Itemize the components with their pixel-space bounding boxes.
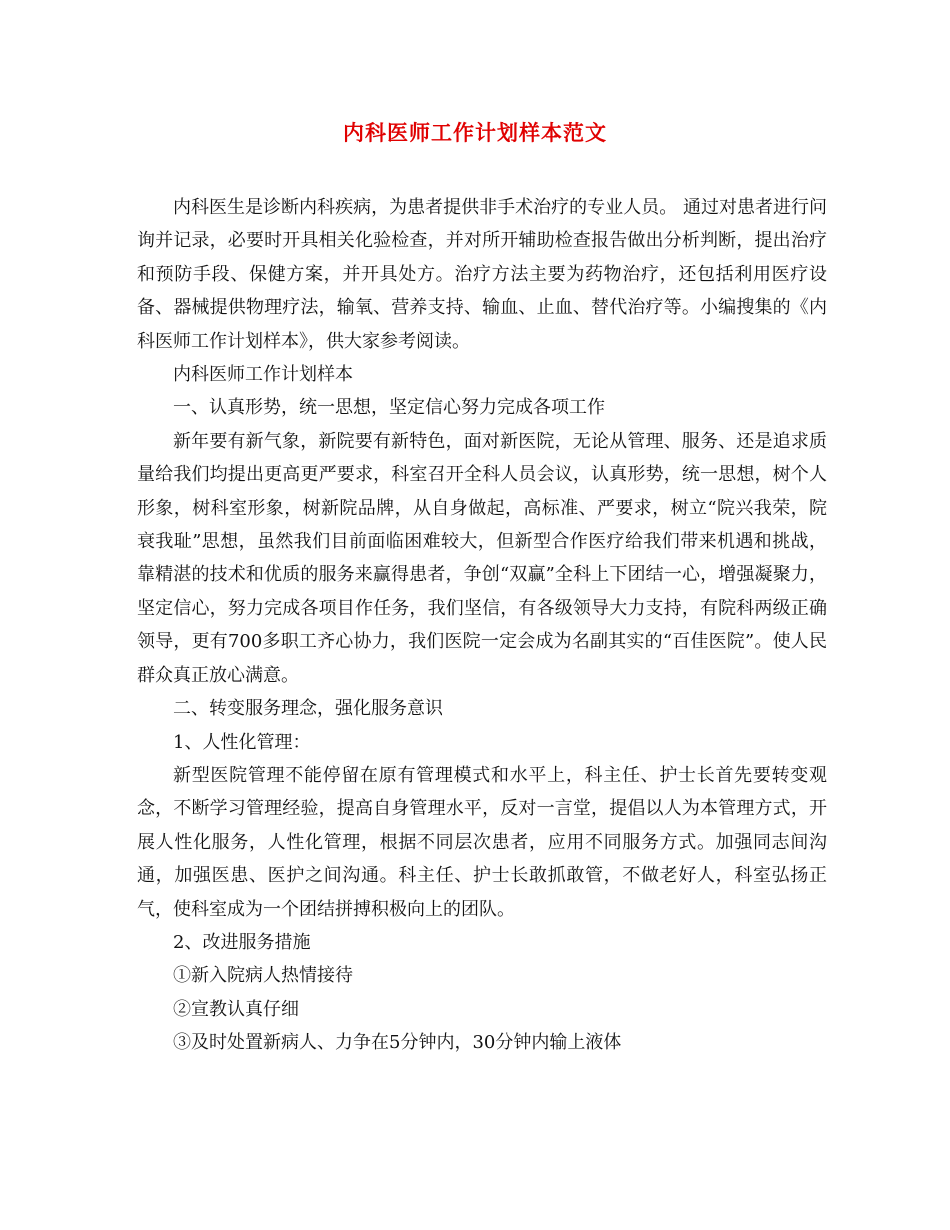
subsection-heading-2: 2、改进服务措施 (173, 931, 311, 953)
section-heading-1: 一、认真形势，统一思想，坚定信心努力完成各项工作 (173, 397, 605, 419)
document-body (137, 191, 827, 1060)
list-item-1: ①新入院病人热情接待 (173, 965, 353, 987)
document-title: 内科医师工作计划样本范文 (343, 120, 607, 145)
paragraph-section-1: 新年要有新气象，新院要有新特色，面对新医院，无论从管理、服务、还是追求质量给我们均提出更高更严要求，科室召开全科人员会议，认真形势，统一思想，树个人形象，树科室形象，树新院品牌，从自身做起，高标准、严要求，树立“院兴我荣，院衰我耻”思想，虽然我们目前面临困难较大，但新型合作医疗给我们带来机遇和挑战，靠精湛的技术和优质的服务来赢得患者，争创“双赢”全科上下团结一心，增强凝聚力，坚定信心，努力完成各项目作任务，我们坚信，有各级领导大力支持，有院科两级正确领导，更有700多职工齐心协力，我们医院一定会成为名副其实的“百佳医院”。使人民群众真正放心满意。 (137, 430, 827, 686)
section-heading-2: 二、转变服务理念，强化服务意识 (173, 698, 443, 720)
list-item-2: ②宣教认真仔细 (173, 998, 299, 1020)
paragraph-subtitle: 内科医师工作计划样本 (173, 364, 353, 386)
paragraph-subsection-1: 新型医院管理不能停留在原有管理模式和水平上，科主任、护士长首先要转变观念，不断学习管理经验，提高自身管理水平，反对一言堂，提倡以人为本管理方式，开展人性化服务，人性化管理，根据不同层次患者，应用不同服务方式。加强同志间沟通，加强医患、医护之间沟通。科主任、护士长敢抓敢管，不做老好人，科室弘扬正气，使科室成为一个团结拼搏积极向上的团队。 (137, 764, 827, 920)
subsection-heading-1: 1、人性化管理： (173, 731, 311, 753)
list-item-3: ③及时处置新病人、力争在5分钟内，30分钟内输上液体 (173, 1032, 622, 1054)
paragraph-intro: 内科医生是诊断内科疾病，为患者提供非手术治疗的专业人员。 通过对患者进行问询并记录，必要时开具相关化验检查，并对所开辅助检查报告做出分析判断，提出治疗和预防手段、保健方案，并开具处方。治疗方法主要为药物治疗，还包括利用医疗设备、器械提供物理疗法，输氧、营养支持、输血、止血、替代治疗等。小编搜集的《内科医师工作计划样本》，供大家参考阅读。 (137, 197, 827, 352)
